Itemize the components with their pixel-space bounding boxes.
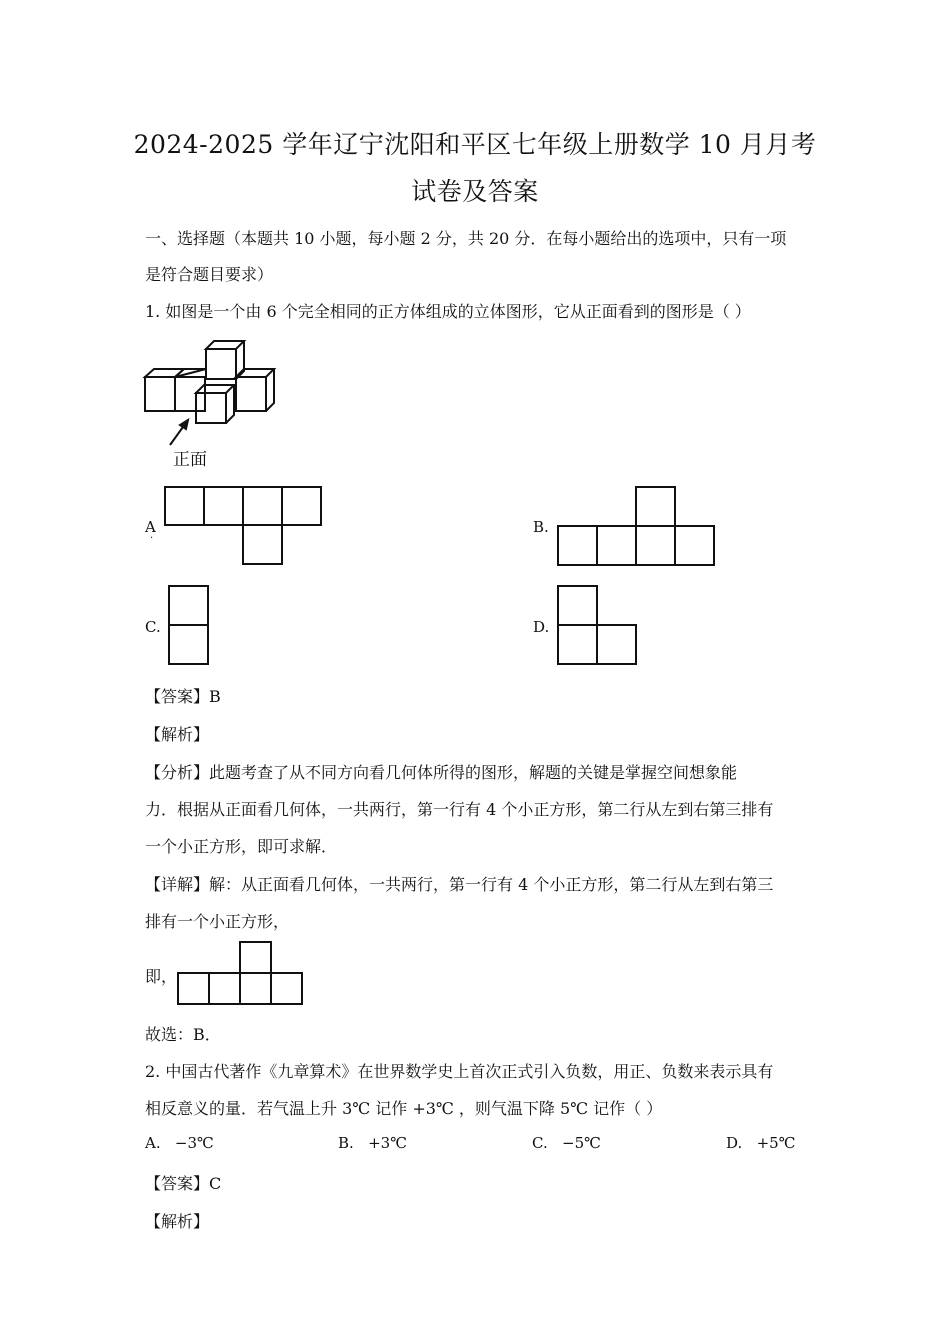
option-c-figure (168, 585, 212, 667)
q2-option-b (338, 1134, 407, 1152)
question-1-analysis-heading: 【解析】 (145, 725, 210, 744)
question-2-answer: 【答案】C (145, 1174, 222, 1193)
question-1-fenxi-line3: 一个小正方形，即可求解． (145, 837, 338, 856)
q2-option-c (532, 1134, 601, 1152)
q2-option-c-value: −5℃ (562, 1134, 601, 1152)
option-c-label: C. (145, 618, 161, 636)
question-1-xiangjie-line2: 排有一个小正方形， (145, 912, 290, 931)
cube-solid-figure (140, 335, 290, 475)
question-1-fenxi-line1: 【分析】此题考查了从不同方向看几何体所得的图形，解题的关键是掌握空间想象能 (145, 763, 738, 782)
question-2-analysis-heading: 【解析】 (145, 1212, 210, 1231)
q2-option-d-label: D. (726, 1134, 743, 1152)
q2-option-a (145, 1134, 214, 1152)
option-a-label: A (145, 518, 156, 536)
question-2-stem-line2: 相反意义的量．若气温上升 3℃ 记作 +3℃ ，则气温下降 5℃ 记作（ ） (145, 1099, 663, 1118)
document-title-line2: 试卷及答案 (411, 177, 539, 206)
question-1-ji-label: 即， (145, 967, 178, 986)
q2-option-d (726, 1134, 795, 1152)
option-d-figure (557, 585, 641, 667)
question-1-fenxi-line2: 力．根据从正面看几何体，一共两行，第一行有 4 个小正方形，第二行从左到右第三排有 (145, 800, 774, 819)
question-1-stem: 1. 如图是一个由 6 个完全相同的正方体组成的立体图形，它从正面看到的图形是（ ） (145, 302, 751, 321)
section-header-line2: 是符合题目要求） (145, 265, 274, 284)
front-view-label: 正面 (173, 450, 207, 470)
q2-option-b-value: +3℃ (368, 1134, 408, 1152)
section-header-line1: 一、选择题（本题共 10 小题，每小题 2 分，共 20 分．在每小题给出的选项中，只有一项 (145, 229, 787, 248)
question-2-stem-line1: 2. 中国古代著作《九章算术》在世界数学史上首次正式引入负数，用正、负数来表示具有 (145, 1062, 774, 1081)
q2-option-c-label: C. (532, 1134, 548, 1152)
option-a-figure (164, 486, 324, 568)
question-1-answer: 【答案】B (145, 687, 221, 706)
document-title-line1: 2024-2025 学年辽宁沈阳和平区七年级上册数学 10 月月考 (133, 130, 817, 159)
question-1-conclusion: 故选：B． (145, 1025, 221, 1044)
option-a-dot: · (150, 533, 154, 544)
q2-option-a-value: −3℃ (174, 1134, 214, 1152)
option-b-figure (556, 486, 718, 568)
option-d-label: D. (533, 618, 550, 636)
q2-option-a-label: A. (145, 1134, 161, 1152)
solution-figure (176, 941, 304, 1007)
q2-option-b-label: B. (338, 1134, 354, 1152)
question-1-xiangjie-line1: 【详解】解：从正面看几何体，一共两行，第一行有 4 个小正方形，第二行从左到右第三 (145, 875, 774, 894)
option-b-label: B. (533, 518, 549, 536)
q2-option-d-value: +5℃ (756, 1134, 796, 1152)
